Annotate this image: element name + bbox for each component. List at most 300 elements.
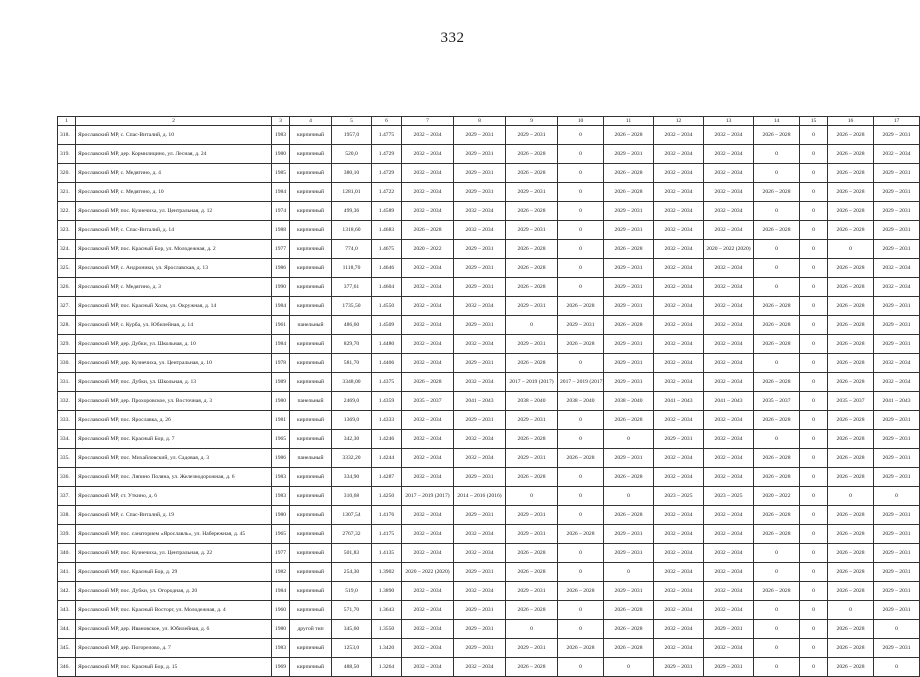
table-cell: 2026 – 2028 [402, 373, 454, 392]
table-cell: 2020 – 2022 [402, 240, 454, 259]
table-row [58, 164, 920, 183]
table-cell: 0 [604, 487, 654, 506]
table-cell: 2029 – 2031 [604, 335, 654, 354]
table-cell: 1281,01 [332, 183, 372, 202]
table-cell: 1980 [272, 620, 290, 639]
table-row [58, 392, 920, 411]
column-header: 6 [372, 117, 402, 126]
table-cell: 2029 – 2031 [454, 126, 506, 145]
table-cell: 2032 – 2034 [402, 164, 454, 183]
table-cell: 0 [558, 620, 604, 639]
table-cell: 2032 – 2034 [654, 468, 704, 487]
table-cell: 2029 – 2031 [874, 544, 920, 563]
table-cell: 2029 – 2031 [874, 563, 920, 582]
table-cell: другой тип [290, 620, 332, 639]
table-cell: 2032 – 2034 [454, 221, 506, 240]
column-header: 7 [402, 117, 454, 126]
table-cell: 2026 – 2028 [506, 259, 558, 278]
column-header: 11 [604, 117, 654, 126]
table-row [58, 335, 920, 354]
table-cell: 2029 – 2031 [454, 620, 506, 639]
table-cell: 2026 – 2028 [506, 658, 558, 677]
table-cell: кирпичный [290, 183, 332, 202]
table-cell: 2032 – 2034 [654, 544, 704, 563]
table-cell: 2032 – 2034 [402, 126, 454, 145]
address-cell: Ярославский МР, пос. Ярославка, д. 26 [76, 411, 272, 430]
table-cell: кирпичный [290, 430, 332, 449]
column-header: 15 [800, 117, 828, 126]
table-cell: 2026 – 2028 [604, 468, 654, 487]
table-cell: 2032 – 2034 [654, 278, 704, 297]
table-row [58, 658, 920, 677]
address-cell: Ярославский МР, пос. Ляпино Поляна, ул. Железнодорожная, д. 6 [76, 468, 272, 487]
table-cell: 0 [800, 316, 828, 335]
table-cell: 2029 – 2031 [506, 506, 558, 525]
table-row [58, 259, 920, 278]
table-cell: 334,90 [332, 468, 372, 487]
table-cell: 0 [800, 373, 828, 392]
table-cell: 1369,0 [332, 411, 372, 430]
table-row [58, 487, 920, 506]
table-cell: 2032 – 2034 [454, 658, 506, 677]
table-cell: 0 [800, 658, 828, 677]
table-cell: 2029 – 2031 [604, 278, 654, 297]
table-cell: 2026 – 2028 [558, 335, 604, 354]
address-cell: Ярославский МР, ст. Уткино, д. 6 [76, 487, 272, 506]
address-cell: Ярославский МР, дер. Дубки, ул. Школьная, д. 10 [76, 335, 272, 354]
table-cell: 2026 – 2028 [754, 506, 800, 525]
table-cell: 2026 – 2028 [754, 582, 800, 601]
table-cell: кирпичный [290, 544, 332, 563]
table-cell: 0 [800, 411, 828, 430]
table-cell: 2020 – 2022 [754, 487, 800, 506]
table-cell: кирпичный [290, 658, 332, 677]
table-cell: 2032 – 2034 [704, 373, 754, 392]
table-cell: 571,70 [332, 601, 372, 620]
table-cell: 0 [558, 411, 604, 430]
table-cell: 2029 – 2031 [874, 316, 920, 335]
table-cell: 0 [828, 487, 874, 506]
table-cell: 1985 [272, 164, 290, 183]
table-cell: 2032 – 2034 [454, 297, 506, 316]
table-cell: 1.4675 [372, 240, 402, 259]
table-cell: 1990 [272, 278, 290, 297]
row-number-cell: 335. [58, 449, 76, 468]
table-cell: 2032 – 2034 [402, 430, 454, 449]
table-cell: 0 [558, 164, 604, 183]
table-cell: 1.4729 [372, 145, 402, 164]
table-cell: 2026 – 2028 [604, 601, 654, 620]
table-cell: 2032 – 2034 [704, 563, 754, 582]
table-cell: 2032 – 2034 [402, 658, 454, 677]
table-cell: 2032 – 2034 [704, 506, 754, 525]
table-cell: 2032 – 2034 [704, 639, 754, 658]
table-cell: 2029 – 2031 [874, 449, 920, 468]
table-cell: 2038 – 2040 [604, 392, 654, 411]
table-cell: 2029 – 2031 [704, 658, 754, 677]
table-cell: 2020 – 2022 (2020) [704, 240, 754, 259]
address-cell: Ярославский МР, пос. санаторием «Ярославль», ул. Набережная, д. 45 [76, 525, 272, 544]
table-cell: 2026 – 2028 [828, 468, 874, 487]
table-cell: 2029 – 2031 [454, 240, 506, 259]
table-cell: 2032 – 2034 [704, 335, 754, 354]
table-cell: 1957,0 [332, 126, 372, 145]
table-cell: 1.4135 [372, 544, 402, 563]
row-number-cell: 337. [58, 487, 76, 506]
table-cell: 2026 – 2028 [754, 373, 800, 392]
table-cell: 2029 – 2031 [506, 297, 558, 316]
table-cell: 2032 – 2034 [874, 145, 920, 164]
table-cell: 1978 [272, 354, 290, 373]
table-cell: 2032 – 2034 [654, 240, 704, 259]
table-cell: 2029 – 2031 [454, 639, 506, 658]
table-cell: 0 [800, 259, 828, 278]
table-cell: 1.4287 [372, 468, 402, 487]
table-cell: 2041 – 2043 [654, 392, 704, 411]
table-cell: 0 [558, 544, 604, 563]
table-cell: 2026 – 2028 [506, 563, 558, 582]
table-cell: 1984 [272, 582, 290, 601]
row-number-cell: 345. [58, 639, 76, 658]
table-cell: 2026 – 2028 [754, 468, 800, 487]
table-cell: 1984 [272, 183, 290, 202]
row-number-cell: 321. [58, 183, 76, 202]
address-cell: Ярославский МР, пос. Красный Бор, ул. Молодежная, д. 2 [76, 240, 272, 259]
address-cell: Ярославский МР, дер. Кормилицино, ул. Лесная, д. 24 [76, 145, 272, 164]
table-cell: 2026 – 2028 [828, 620, 874, 639]
table-cell: кирпичный [290, 468, 332, 487]
table-cell: 2026 – 2028 [828, 658, 874, 677]
address-cell: Ярославский МР, с. Спас-Виталий, д. 14 [76, 221, 272, 240]
table-cell: 0 [558, 601, 604, 620]
table-cell: 2026 – 2028 [506, 164, 558, 183]
table-cell: 2032 – 2034 [874, 354, 920, 373]
table-cell: 2029 – 2031 [874, 126, 920, 145]
table-cell: 1.4729 [372, 164, 402, 183]
table-cell: 2026 – 2028 [506, 601, 558, 620]
table-cell: 1.4375 [372, 373, 402, 392]
address-cell: Ярославский МР, пос. Дубки, ул. Огородная, д. 20 [76, 582, 272, 601]
table-cell: 2032 – 2034 [402, 145, 454, 164]
table-cell: 1983 [272, 639, 290, 658]
table-cell: 2032 – 2034 [654, 164, 704, 183]
table-cell: 829,70 [332, 335, 372, 354]
table-cell: 2032 – 2034 [704, 449, 754, 468]
row-number-cell: 336. [58, 468, 76, 487]
table-cell: 1118,70 [332, 259, 372, 278]
table-cell: 0 [800, 392, 828, 411]
table-cell: 2032 – 2034 [704, 411, 754, 430]
column-header: 3 [272, 117, 290, 126]
table-cell: 2017 – 2019 (2017) [506, 373, 558, 392]
table-cell: 2026 – 2028 [828, 259, 874, 278]
table-cell: 2032 – 2034 [704, 430, 754, 449]
row-number-cell: 344. [58, 620, 76, 639]
table-cell: 2029 – 2031 [654, 430, 704, 449]
table-cell: 1.4359 [372, 392, 402, 411]
table-cell: 0 [754, 240, 800, 259]
table-cell: 2026 – 2028 [506, 544, 558, 563]
table-cell: 342,30 [332, 430, 372, 449]
table-cell: 2767,32 [332, 525, 372, 544]
table-cell: 2026 – 2028 [754, 221, 800, 240]
table-cell: панельный [290, 449, 332, 468]
table-cell: 2029 – 2031 [506, 525, 558, 544]
table-cell: 2032 – 2034 [704, 525, 754, 544]
table-cell: 2032 – 2034 [402, 582, 454, 601]
table-cell: 1.4333 [372, 411, 402, 430]
table-cell: 0 [754, 639, 800, 658]
table-cell: 2032 – 2034 [704, 468, 754, 487]
table-cell: кирпичный [290, 202, 332, 221]
address-cell: Ярославский МР, пос. Красный Холм, ул. Окружная, д. 14 [76, 297, 272, 316]
table-cell: 1.4480 [372, 335, 402, 354]
table-cell: 2026 – 2028 [828, 373, 874, 392]
table-cell: панельный [290, 316, 332, 335]
table-cell: 1988 [272, 221, 290, 240]
address-cell: Ярославский МР, с. Спас-Виталий, д. 10 [76, 126, 272, 145]
table-cell: 2029 – 2031 [874, 639, 920, 658]
table-cell: кирпичный [290, 335, 332, 354]
table-cell: 0 [558, 487, 604, 506]
table-cell: кирпичный [290, 639, 332, 658]
table-cell: 2029 – 2031 [454, 601, 506, 620]
row-number-cell: 331. [58, 373, 76, 392]
table-row [58, 373, 920, 392]
table-cell: 2032 – 2034 [454, 525, 506, 544]
table-cell: 2026 – 2028 [506, 278, 558, 297]
table-cell: 377,61 [332, 278, 372, 297]
table-cell: 0 [754, 259, 800, 278]
table-cell: 2026 – 2028 [558, 582, 604, 601]
table-cell: 2029 – 2031 [604, 297, 654, 316]
table-cell: 2032 – 2034 [704, 126, 754, 145]
table-cell: 2032 – 2034 [704, 145, 754, 164]
table-cell: 0 [874, 487, 920, 506]
table-cell: 0 [558, 468, 604, 487]
table-cell: 2032 – 2034 [454, 335, 506, 354]
table-cell: 1984 [272, 335, 290, 354]
table-cell: 0 [874, 620, 920, 639]
table-cell: 2026 – 2028 [506, 202, 558, 221]
table-cell: 2026 – 2028 [754, 525, 800, 544]
table-row [58, 202, 920, 221]
table-cell: кирпичный [290, 582, 332, 601]
address-cell: Ярославский МР, с. Медягино, д. 3 [76, 278, 272, 297]
table-cell: 2032 – 2034 [402, 278, 454, 297]
table-cell: 1965 [272, 525, 290, 544]
table-cell: кирпичный [290, 164, 332, 183]
table-cell: 1.4550 [372, 297, 402, 316]
table-row [58, 145, 920, 164]
table-cell: 581,70 [332, 354, 372, 373]
table-cell: 2032 – 2034 [874, 278, 920, 297]
table-row [58, 240, 920, 259]
table-cell: 2029 – 2031 [506, 449, 558, 468]
table-cell: 2026 – 2028 [754, 411, 800, 430]
table-cell: 2032 – 2034 [654, 563, 704, 582]
row-number-cell: 338. [58, 506, 76, 525]
address-cell: Ярославский МР, пос. Михайловский, ул. Садовая, д. 3 [76, 449, 272, 468]
table-cell: 0 [800, 202, 828, 221]
table-cell: 2029 – 2031 [604, 259, 654, 278]
column-header: 13 [704, 117, 754, 126]
table-cell: 2029 – 2031 [874, 411, 920, 430]
table-cell: 0 [754, 202, 800, 221]
table-cell: 0 [558, 145, 604, 164]
row-number-cell: 328. [58, 316, 76, 335]
table-cell: 0 [604, 430, 654, 449]
table-cell: 2032 – 2034 [402, 354, 454, 373]
table-cell: 1.4406 [372, 354, 402, 373]
table-cell: 2026 – 2028 [506, 354, 558, 373]
table-cell: 2032 – 2034 [402, 183, 454, 202]
row-number-cell: 333. [58, 411, 76, 430]
table-cell: 2029 – 2031 [604, 145, 654, 164]
table-cell: 2029 – 2031 [506, 411, 558, 430]
table-cell: 1.4722 [372, 183, 402, 202]
table-cell: 2032 – 2034 [654, 449, 704, 468]
column-header: 4 [290, 117, 332, 126]
table-cell: 2029 – 2031 [874, 240, 920, 259]
table-cell: 345,60 [332, 620, 372, 639]
table-cell: 2032 – 2034 [704, 278, 754, 297]
table-cell: 2026 – 2028 [754, 335, 800, 354]
table-cell: 2032 – 2034 [402, 316, 454, 335]
table-cell: 2029 – 2031 [454, 468, 506, 487]
table-cell: 2029 – 2031 [604, 202, 654, 221]
table-cell: 0 [800, 525, 828, 544]
table-cell: 2029 – 2031 [874, 183, 920, 202]
table-cell: 2032 – 2034 [402, 449, 454, 468]
table-cell: кирпичный [290, 411, 332, 430]
table-cell: 3348,00 [332, 373, 372, 392]
table-cell: 0 [558, 278, 604, 297]
table-cell: 2029 – 2031 [454, 354, 506, 373]
table-cell: 1965 [272, 430, 290, 449]
table-row [58, 582, 920, 601]
table-cell: 2026 – 2028 [558, 297, 604, 316]
table-cell: 0 [558, 240, 604, 259]
row-number-cell: 340. [58, 544, 76, 563]
table-cell: 2029 – 2031 [454, 164, 506, 183]
table-cell: 2020 – 2022 (2020) [402, 563, 454, 582]
table-cell: кирпичный [290, 506, 332, 525]
table-cell: 2026 – 2028 [828, 297, 874, 316]
table-cell: 2023 – 2025 [704, 487, 754, 506]
table-row [58, 183, 920, 202]
table-cell: 2035 – 2037 [754, 392, 800, 411]
table-cell: 254,30 [332, 563, 372, 582]
table-cell: 0 [800, 449, 828, 468]
table-cell: 2026 – 2028 [506, 145, 558, 164]
table-cell: 0 [754, 620, 800, 639]
table-cell: 0 [800, 430, 828, 449]
table-cell: 2032 – 2034 [402, 297, 454, 316]
table-row [58, 544, 920, 563]
table-cell: 2026 – 2028 [506, 430, 558, 449]
table-cell: кирпичный [290, 354, 332, 373]
table-cell: 2032 – 2034 [454, 373, 506, 392]
table-row [58, 449, 920, 468]
table-cell: 2026 – 2028 [604, 240, 654, 259]
table-row [58, 354, 920, 373]
table-cell: 1.4683 [372, 221, 402, 240]
table-row [58, 430, 920, 449]
table-cell: 2026 – 2028 [828, 202, 874, 221]
table-cell: 0 [604, 563, 654, 582]
table-cell: 2026 – 2028 [604, 411, 654, 430]
table-cell: 1.4175 [372, 525, 402, 544]
row-number-cell: 339. [58, 525, 76, 544]
table-cell: кирпичный [290, 126, 332, 145]
table-cell: 1.3264 [372, 658, 402, 677]
table-cell: 2029 – 2031 [874, 582, 920, 601]
table-cell: 2032 – 2034 [654, 297, 704, 316]
table-cell: 2032 – 2034 [454, 449, 506, 468]
table-cell: 2029 – 2031 [874, 164, 920, 183]
table-cell: 0 [800, 297, 828, 316]
table-cell: панельный [290, 392, 332, 411]
table-cell: 1.4244 [372, 449, 402, 468]
address-cell: Ярославский МР, пос. Кузнечиха, ул. Центральная, д. 12 [76, 202, 272, 221]
table-cell: 1.3420 [372, 639, 402, 658]
table-cell: 2032 – 2034 [454, 202, 506, 221]
table-cell: 2032 – 2034 [402, 259, 454, 278]
row-number-cell: 346. [58, 658, 76, 677]
table-cell: 2035 – 2037 [828, 392, 874, 411]
address-cell: Ярославский МР, дер. Кузнечиха, ул. Центральная, д. 10 [76, 354, 272, 373]
table-cell: 0 [558, 354, 604, 373]
table-cell: 2029 – 2031 [506, 126, 558, 145]
table-row [58, 563, 920, 582]
table-row [58, 221, 920, 240]
table-cell: 0 [604, 658, 654, 677]
table-cell: 1980 [272, 506, 290, 525]
table-cell: 2026 – 2028 [828, 164, 874, 183]
table-cell: кирпичный [290, 373, 332, 392]
table-cell: 2029 – 2031 [454, 183, 506, 202]
row-number-cell: 330. [58, 354, 76, 373]
table-cell: 2026 – 2028 [558, 449, 604, 468]
table-cell: 0 [754, 658, 800, 677]
table-cell: 1980 [272, 392, 290, 411]
table-cell: 0 [874, 658, 920, 677]
table-cell: 0 [754, 278, 800, 297]
table-cell: 2029 – 2031 [506, 183, 558, 202]
table-cell: 2029 – 2031 [604, 373, 654, 392]
table-cell: 1981 [272, 411, 290, 430]
table-cell: 2032 – 2034 [654, 183, 704, 202]
table-cell: 0 [754, 164, 800, 183]
table-cell: 2041 – 2043 [874, 392, 920, 411]
table-cell: 1.4604 [372, 278, 402, 297]
table-cell: 1980 [272, 145, 290, 164]
column-header: 16 [828, 117, 874, 126]
table-row [58, 278, 920, 297]
address-cell: Ярославский МР, с. Спас-Виталий, д. 19 [76, 506, 272, 525]
table-cell: 0 [800, 487, 828, 506]
row-number-cell: 334. [58, 430, 76, 449]
address-cell: Ярославский МР, с. Курба, ул. Юбилейная, д. 14 [76, 316, 272, 335]
table-cell: 0 [558, 259, 604, 278]
table-cell: 0 [754, 601, 800, 620]
table-cell: 2032 – 2034 [654, 601, 704, 620]
table-cell: 0 [800, 620, 828, 639]
row-number-cell: 322. [58, 202, 76, 221]
table-cell: 2032 – 2034 [704, 582, 754, 601]
table-cell: 2032 – 2034 [704, 316, 754, 335]
